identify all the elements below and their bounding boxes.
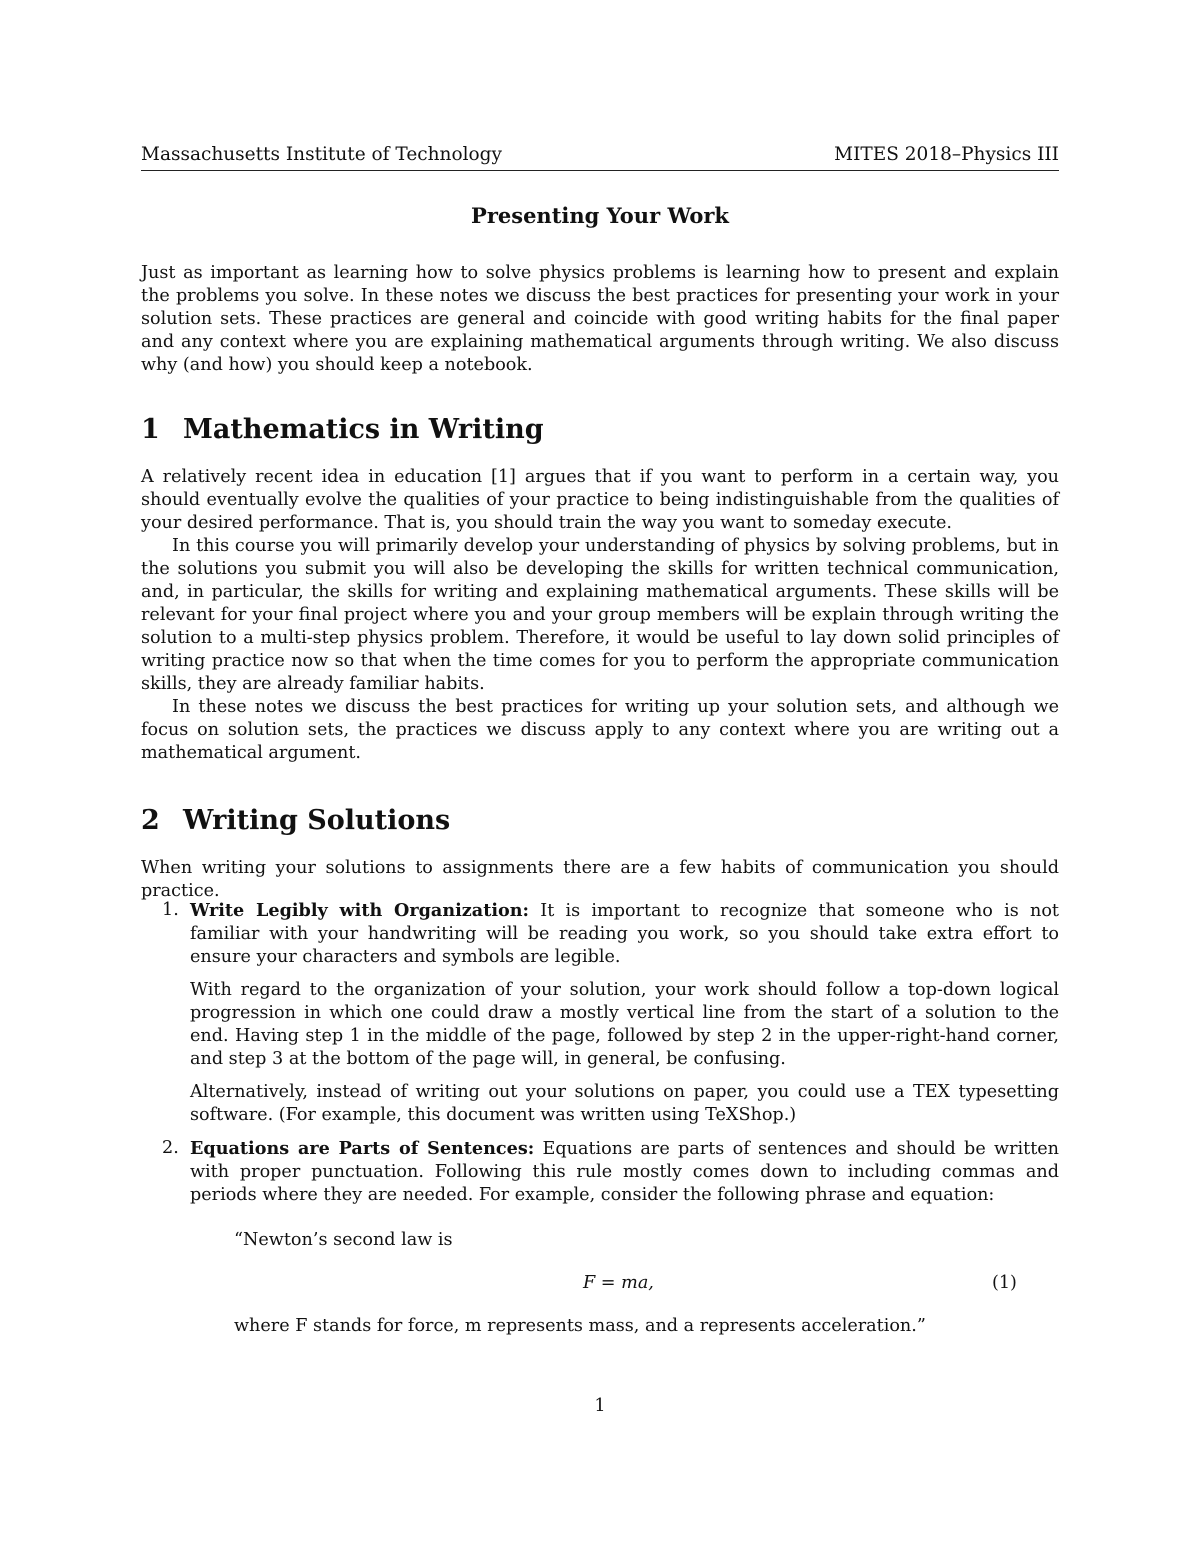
practices-list: [141, 899, 1059, 1217]
list-item: [141, 1137, 1059, 1207]
section-1-paragraph: A relatively recent idea in education [1] argues that if you want to perform in a certain way, you should eventually evolve the qualities of your practice to being indistinguishable from the qualities of your desired performance. That is, you should train the way you want to someday execute.: [141, 467, 1059, 533]
document-title: Presenting Your Work: [471, 203, 729, 228]
section-1-body: [141, 466, 1059, 765]
header-course: MITES 2018–Physics III: [834, 144, 1059, 165]
item-text: Equations are parts of sentences and should be written with proper punctuation. Following this rule mostly comes down to including commas and periods where they are needed. For example, consider the following phrase and equation:: [190, 1139, 1060, 1205]
section-2-title: Writing Solutions: [183, 805, 451, 836]
section-1-heading: [141, 414, 544, 446]
item-heading: Equations are Parts of Sentences:: [190, 1138, 535, 1159]
list-marker: 1.: [162, 900, 179, 920]
section-1-paragraph: In these notes we discuss the best practices for writing up your solution sets, and although we focus on solution sets, the practices we discuss apply to any context where you are writing out a mathematical argument.: [141, 697, 1059, 763]
intro-paragraph: [141, 262, 1059, 377]
section-2-heading: [141, 805, 450, 837]
item-heading: Write Legibly with Organization:: [190, 900, 530, 921]
item-paragraph: Alternatively, instead of writing out your solutions on paper, you could use a TEX typesetting software. (For example, this document was written using TeXShop.): [190, 1082, 1059, 1125]
header-institution: Massachusetts Institute of Technology: [141, 144, 502, 165]
equation-number: (1): [992, 1273, 1017, 1293]
equation: F = ma,: [583, 1273, 654, 1293]
intro-text: Just as important as learning how to solve physics problems is learning how to present and explain the problems you solve. In these notes we discuss the best practices for presenting your work in your solution sets. These practices are general and coincide with good writing habits for the final paper and any context where you are explaining mathematical arguments through writing. We also discuss why (and how) you should keep a notebook.: [141, 263, 1059, 375]
section-1-title: Mathematics in Writing: [183, 414, 544, 445]
item-text: It is important to recognize that someone who is not familiar with your handwriting will be reading you work, so you should take extra effort to ensure your characters and symbols are legible.: [190, 901, 1059, 967]
item-paragraph: With regard to the organization of your solution, your work should follow a top-down logical progression in which one could draw a mostly vertical line from the start of a solution to the end. Having step 1 in the middle of the page, followed by step 2 in the upper-right-hand corner, and step 3 at the bottom of the page will, in general, be confusing.: [190, 980, 1059, 1069]
list-item: [141, 899, 1059, 1127]
section-1-paragraph: In this course you will primarily develop your understanding of physics by solving problems, but in the solutions you submit you will also be developing the skills for written technical communication, and, in particular, the skills for writing and explaining mathematical arguments. These skills will be relevant for your final project where you and your group members will be explain through writing the solution to a multi-step physics problem. Therefore, it would be useful to lay down solid principles of writing practice now so that when the time comes for you to perform the appropriate communication skills, they are already familiar habits.: [141, 536, 1059, 694]
list-marker: 2.: [162, 1138, 179, 1158]
section-1-number: 1: [141, 414, 160, 445]
section-2-intro: [141, 857, 1059, 903]
page-number: 1: [594, 1396, 606, 1416]
quote-end: where F stands for force, m represents mass, and a represents acceleration.”: [234, 1316, 926, 1336]
quote-start: “Newton’s second law is: [234, 1230, 453, 1250]
section-2-intro-text: When writing your solutions to assignments there are a few habits of communication you should practice.: [141, 858, 1059, 901]
section-2-number: 2: [141, 805, 160, 836]
running-header: [141, 144, 1059, 171]
